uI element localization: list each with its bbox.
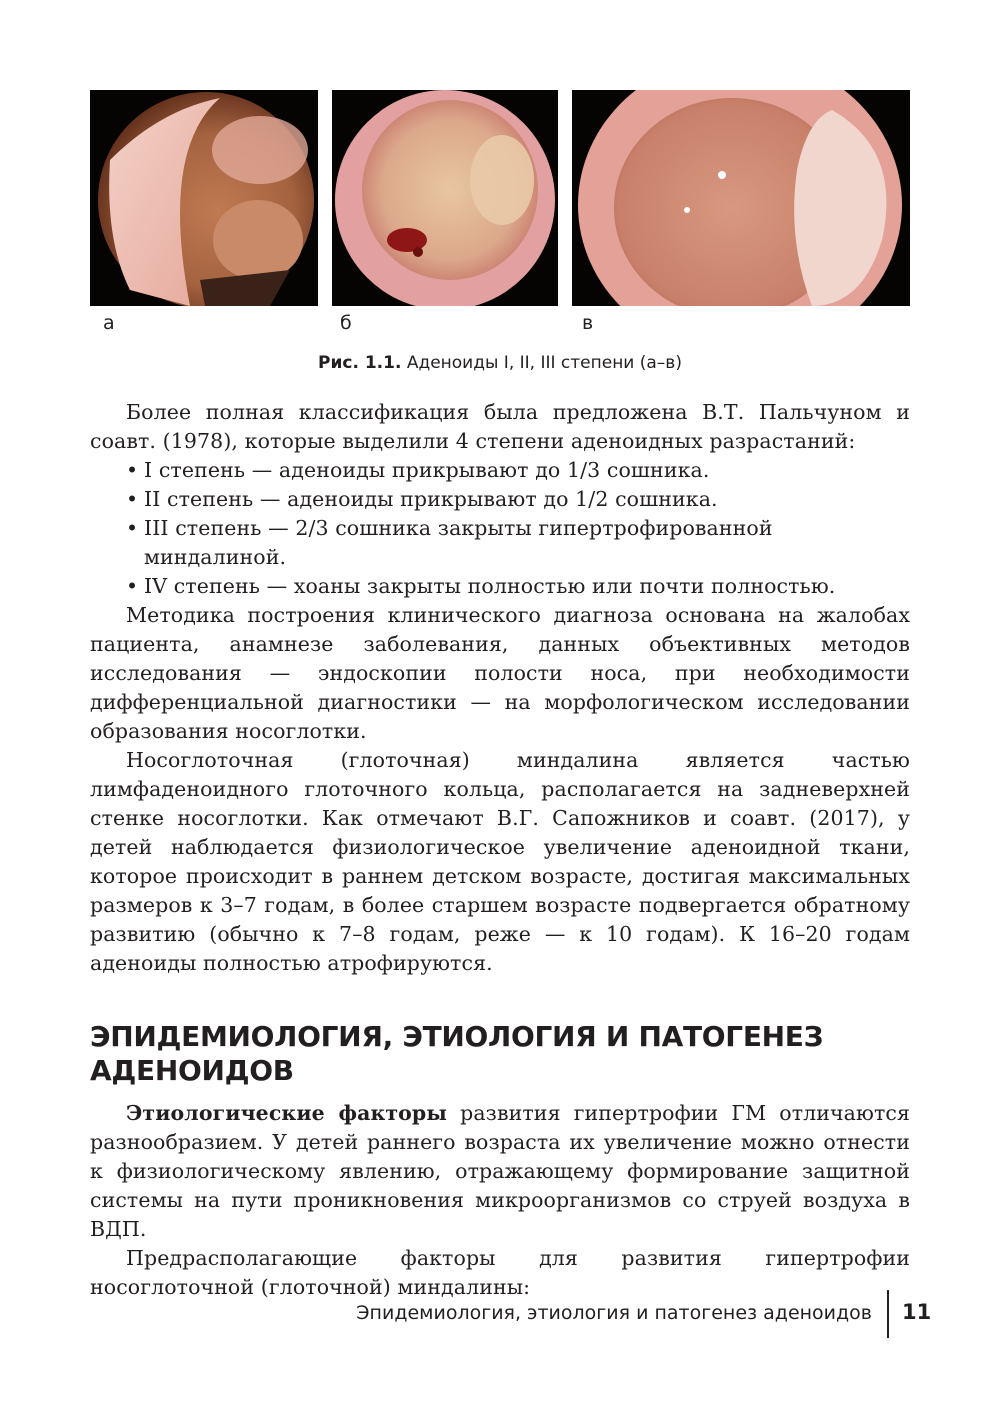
etiology-term: Этиологические факторы xyxy=(126,1101,448,1125)
endoscopy-image-a xyxy=(90,90,318,306)
paragraph-predisposing-factors: Предрасполагающие факторы для развития гипертрофии носоглоточной (глоточной) миндалины: xyxy=(90,1246,910,1299)
list-item: • III степень — 2/3 сошника закрыты гипертрофированной миндалиной. xyxy=(90,514,910,572)
list-item: • I степень — аденоиды прикрывают до 1/3 сошника. xyxy=(90,456,910,485)
figure-caption-text: Аденоиды I, II, III степени (а–в) xyxy=(401,353,682,373)
paragraph-etiology xyxy=(90,1099,910,1244)
etiology-text: развития гипертрофии ГМ отличаются разнообразием. У детей раннего возраста их увеличение можно отнести к физиологическому явлению, отражающему формирование защитной системы на пути проникновения микроорганизмов со струей воздуха в ВДП. xyxy=(90,1101,910,1241)
paragraph-classification: Более полная классификация была предложена В.Т. Пальчуном и соавт. (1978), которые выделили 4 степени аденоидных разрастаний: xyxy=(90,400,910,453)
paragraph-nasopharyngeal-tonsil: Носоглоточная (глоточная) миндалина является частью лимфаденоидного глоточного кольца, располагается на задневерхней стенке носоглотки. Как отмечают В.Г. Сапожников и соавт. (2017), у детей наблюдается физиологическое увеличение аденоидной ткани, которое происходит в раннем детском возрасте, достигая максимальных размеров к 3–7 годам, в более старшем возрасте подвергается обратному развитию (обычно к 7–8 годам, реже — к 10 годам). К 16–20 годам аденоиды полностью атрофируются. xyxy=(90,748,910,975)
footer-divider xyxy=(887,1290,889,1338)
figure-label-a: а xyxy=(103,312,115,334)
figure-caption xyxy=(90,350,910,376)
running-title: Эпидемиология, этиология и патогенез аденоидов xyxy=(356,1302,872,1324)
paragraph-diagnosis-method: Методика построения клинического диагноза основана на жалобах пациента, анамнезе заболевания, данных объективных методов исследования — эндоскопии полости носа, при необходимости дифференциальной диагностики — на морфологическом исследовании образования носоглотки. xyxy=(90,603,910,743)
figure-label-c: в xyxy=(582,312,594,334)
list-item: • II степень — аденоиды прикрывают до 1/2 сошника. xyxy=(90,485,910,514)
list-item: • IV степень — хоаны закрыты полностью или почти полностью. xyxy=(90,572,910,601)
body-text-block xyxy=(90,398,910,978)
grades-list xyxy=(90,456,910,601)
section-heading: ЭПИДЕМИОЛОГИЯ, ЭТИОЛОГИЯ И ПАТОГЕНЕЗ АДЕНОИДОВ xyxy=(90,1020,824,1087)
figure-label-b: б xyxy=(340,312,352,334)
endoscopy-image-b xyxy=(332,90,558,306)
figure-caption-number: Рис. 1.1. xyxy=(318,353,402,373)
page-number: 11 xyxy=(902,1300,932,1324)
section-body-text xyxy=(90,1099,910,1302)
endoscopy-image-c xyxy=(572,90,910,306)
